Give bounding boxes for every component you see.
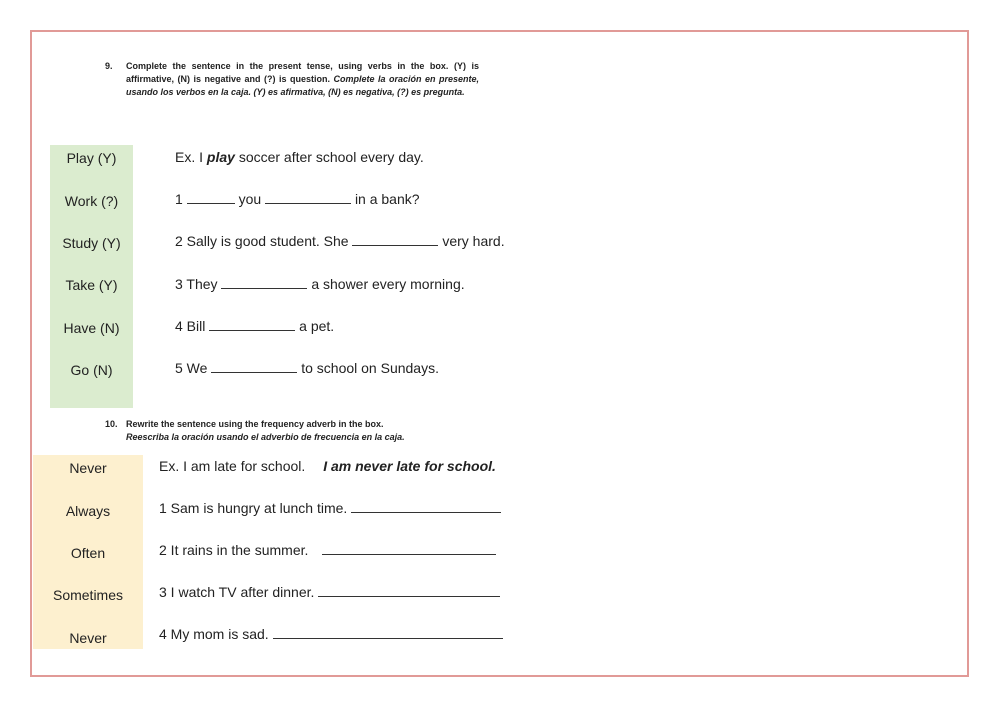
example-10 bbox=[159, 458, 496, 474]
instruction-9-en: Complete the sentence in the present tense, using verbs in the box. (Y) is affirmative, (N) is negative and (?) is question. bbox=[126, 61, 479, 84]
instruction-10-es: Reescriba la oración usando el adverbio de frecuencia en la caja. bbox=[126, 432, 405, 442]
item-text: 1 bbox=[175, 191, 183, 207]
instruction-10-en: Rewrite the sentence using the frequency adverb in the box. bbox=[126, 419, 384, 429]
item-text: 3 They bbox=[175, 276, 218, 292]
exercise-9-item bbox=[175, 276, 465, 292]
answer-blank[interactable] bbox=[211, 360, 297, 373]
verb-word: Have (N) bbox=[63, 320, 120, 336]
answer-blank[interactable] bbox=[265, 191, 351, 204]
exercise-10-item bbox=[159, 584, 500, 600]
answer-blank[interactable] bbox=[187, 191, 235, 204]
item-text: 2 Sally is good student. She bbox=[175, 233, 349, 249]
exercise-10-item bbox=[159, 626, 503, 642]
adverb-word: Often bbox=[70, 545, 106, 561]
item-text: 1 Sam is hungry at lunch time. bbox=[159, 500, 348, 516]
item-text: 2 It rains in the summer. bbox=[159, 542, 309, 558]
adverb-word: Always bbox=[65, 503, 111, 519]
adverb-box bbox=[33, 455, 143, 649]
example-9 bbox=[175, 149, 424, 165]
item-text: 3 I watch TV after dinner. bbox=[159, 584, 315, 600]
answer-blank[interactable] bbox=[351, 500, 501, 513]
item-text: a shower every morning. bbox=[311, 276, 465, 292]
verb-word: Go (N) bbox=[70, 362, 113, 378]
item-text: you bbox=[238, 191, 262, 207]
answer-blank[interactable] bbox=[318, 584, 500, 597]
item-text: 4 Bill bbox=[175, 318, 206, 334]
question-number-9: 9. bbox=[105, 61, 113, 71]
verb-word: Work (?) bbox=[64, 193, 119, 209]
exercise-10-item bbox=[159, 500, 501, 516]
worksheet-frame bbox=[30, 30, 969, 677]
answer-blank[interactable] bbox=[209, 318, 295, 331]
exercise-9-item bbox=[175, 233, 505, 249]
example-9-pre: Ex. I bbox=[175, 149, 204, 165]
exercise-10-item bbox=[159, 542, 496, 558]
exercise-9-item bbox=[175, 318, 334, 334]
exercise-9-item bbox=[175, 360, 439, 376]
example-9-answer: play bbox=[206, 149, 235, 165]
answer-blank[interactable] bbox=[322, 542, 496, 555]
item-text: 4 My mom is sad. bbox=[159, 626, 269, 642]
item-text: 5 We bbox=[175, 360, 208, 376]
exercise-9-item bbox=[175, 191, 420, 207]
verb-word: Take (Y) bbox=[65, 277, 118, 293]
question-number-10: 10. bbox=[105, 419, 118, 429]
verb-word: Play (Y) bbox=[66, 150, 117, 166]
example-10-sentence: Ex. I am late for school. bbox=[159, 458, 306, 474]
answer-blank[interactable] bbox=[221, 276, 307, 289]
verb-box bbox=[50, 145, 133, 408]
adverb-word: Sometimes bbox=[52, 587, 124, 603]
example-10-answer: I am never late for school. bbox=[323, 458, 496, 474]
example-9-post: soccer after school every day. bbox=[238, 149, 424, 165]
item-text: in a bank? bbox=[354, 191, 420, 207]
answer-blank[interactable] bbox=[352, 233, 438, 246]
adverb-word: Never bbox=[69, 630, 107, 646]
item-text: to school on Sundays. bbox=[301, 360, 439, 376]
instruction-9-es: Complete la oración en presente, usando los verbos en la caja. (Y) es afirmativa, (N) es negativa, (?) es pregunta. bbox=[126, 74, 479, 97]
answer-blank[interactable] bbox=[273, 626, 503, 639]
adverb-word: Never bbox=[69, 460, 107, 476]
item-text: a pet. bbox=[299, 318, 335, 334]
verb-word: Study (Y) bbox=[62, 235, 121, 251]
item-text: very hard. bbox=[442, 233, 505, 249]
